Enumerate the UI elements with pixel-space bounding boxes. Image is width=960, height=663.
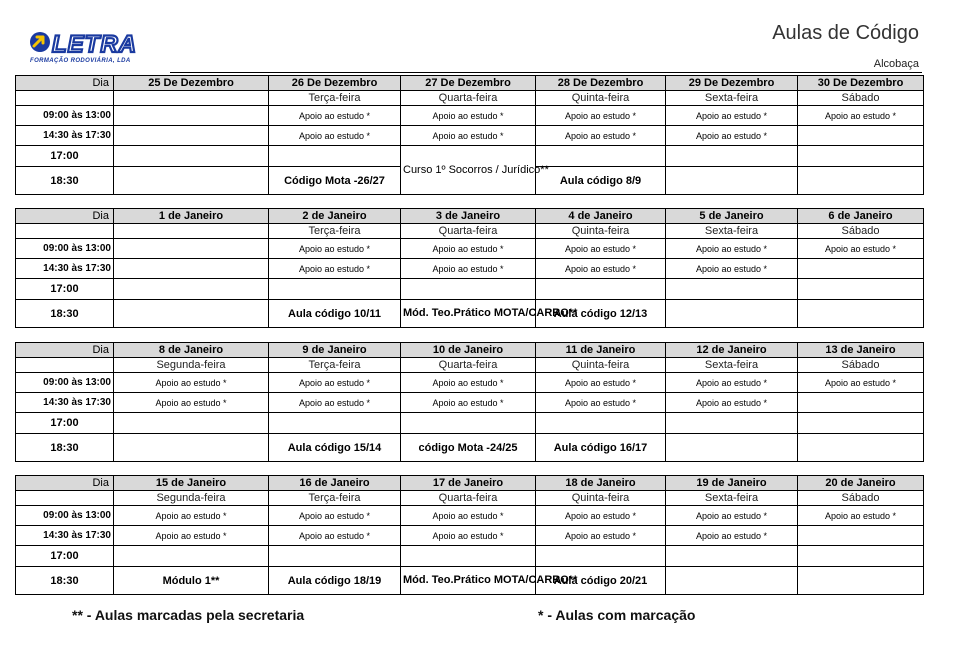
time-slot-label: 14:30 às 17:30	[16, 526, 114, 546]
schedule-cell	[798, 167, 924, 195]
schedule-cell	[114, 546, 269, 567]
time-slot-label: 09:00 às 13:00	[16, 239, 114, 259]
schedule-cell: Apoio ao estudo *	[269, 239, 401, 259]
weekday-label: Quarta-feira	[401, 224, 536, 239]
date-header: 1 de Janeiro	[114, 209, 269, 224]
dia-header: Dia	[16, 476, 114, 491]
schedule-cell: Apoio ao estudo *	[536, 106, 666, 126]
schedule-cell	[666, 146, 798, 167]
schedule-cell: Apoio ao estudo *	[401, 239, 536, 259]
schedule-cell	[114, 126, 269, 146]
schedule-cell: Apoio ao estudo *	[536, 126, 666, 146]
weekday-label	[114, 224, 269, 239]
schedule-cell	[798, 413, 924, 434]
weekday-label: Quarta-feira	[401, 91, 536, 106]
date-header: 28 De Dezembro	[536, 76, 666, 91]
date-header: 16 de Janeiro	[269, 476, 401, 491]
merged-course-cell: Curso 1º Socorros / Jurídico**	[401, 146, 536, 195]
schedule-cell	[666, 279, 798, 300]
time-slot-label: 18:30	[16, 567, 114, 595]
schedule-cell: Apoio ao estudo *	[666, 259, 798, 279]
schedule-cell: Apoio ao estudo *	[536, 239, 666, 259]
schedule-cell: Apoio ao estudo *	[269, 126, 401, 146]
weekday-label: Quinta-feira	[536, 358, 666, 373]
time-slot-label: 17:00	[16, 279, 114, 300]
schedule-cell	[269, 546, 401, 567]
weekday-label: Terça-feira	[269, 224, 401, 239]
schedule-cell: Mód. Teo.Prático MOTA/CARRO**	[401, 567, 536, 595]
schedule-cell: Módulo 1**	[114, 567, 269, 595]
date-header: 19 de Janeiro	[666, 476, 798, 491]
date-header: 20 de Janeiro	[798, 476, 924, 491]
weekday-spacer	[16, 358, 114, 373]
time-slot-label: 14:30 às 17:30	[16, 393, 114, 413]
schedule-cell: Apoio ao estudo *	[666, 506, 798, 526]
weekday-label: Quinta-feira	[536, 224, 666, 239]
schedule-cell: Apoio ao estudo *	[401, 126, 536, 146]
page-title: Aulas de Código	[772, 22, 919, 44]
schedule-cell: Aula código 18/19	[269, 567, 401, 595]
schedule-cell: Apoio ao estudo *	[269, 106, 401, 126]
weekday-label: Sexta-feira	[666, 91, 798, 106]
weekday-spacer	[16, 224, 114, 239]
schedule-cell	[798, 259, 924, 279]
schedule-cell	[798, 126, 924, 146]
schedule-cell	[401, 279, 536, 300]
schedule-cell: Mód. Teo.Prático MOTA/CARRO**	[401, 300, 536, 328]
date-header: 15 de Janeiro	[114, 476, 269, 491]
schedule-cell	[401, 413, 536, 434]
weekday-label: Sábado	[798, 358, 924, 373]
schedule-cell	[114, 239, 269, 259]
date-header: 5 de Janeiro	[666, 209, 798, 224]
date-header: 4 de Janeiro	[536, 209, 666, 224]
schedule-cell: Apoio ao estudo *	[269, 526, 401, 546]
date-header: 3 de Janeiro	[401, 209, 536, 224]
dia-header: Dia	[16, 209, 114, 224]
weekday-label: Segunda-feira	[114, 491, 269, 506]
date-header: 18 de Janeiro	[536, 476, 666, 491]
schedule-cell: Apoio ao estudo *	[401, 106, 536, 126]
schedule-cell	[798, 526, 924, 546]
schedule-cell: Apoio ao estudo *	[114, 506, 269, 526]
schedule-cell	[114, 413, 269, 434]
schedule-cell: Apoio ao estudo *	[401, 506, 536, 526]
schedule-cell: Apoio ao estudo *	[666, 393, 798, 413]
schedule-cell	[114, 259, 269, 279]
logo-wordmark: LETRA	[52, 31, 137, 58]
time-slot-label: 09:00 às 13:00	[16, 106, 114, 126]
schedule-cell	[269, 413, 401, 434]
time-slot-label: 17:00	[16, 546, 114, 567]
schedule-cell: Apoio ao estudo *	[798, 239, 924, 259]
schedule-cell: Apoio ao estudo *	[114, 373, 269, 393]
schedule-cell	[798, 146, 924, 167]
schedule-cell	[666, 300, 798, 328]
schedule-cell: Apoio ao estudo *	[536, 506, 666, 526]
schedule-cell	[798, 300, 924, 328]
schedule-cell: Aula código 10/11	[269, 300, 401, 328]
schedule-cell	[666, 167, 798, 195]
time-slot-label: 09:00 às 13:00	[16, 506, 114, 526]
schedule-cell	[536, 279, 666, 300]
schedule-cell	[536, 146, 666, 167]
schedule-cell: Apoio ao estudo *	[536, 393, 666, 413]
schedule-cell: Código Mota -26/27	[269, 167, 401, 195]
schedule-cell	[536, 546, 666, 567]
date-header: 30 De Dezembro	[798, 76, 924, 91]
schedule-cell: Apoio ao estudo *	[401, 393, 536, 413]
week-table	[15, 208, 924, 328]
weekday-label: Sábado	[798, 91, 924, 106]
date-header: 2 de Janeiro	[269, 209, 401, 224]
schedule-cell: Aula código 20/21	[536, 567, 666, 595]
date-header: 6 de Janeiro	[798, 209, 924, 224]
schedule-cell: Apoio ao estudo *	[114, 393, 269, 413]
weekday-label: Quarta-feira	[401, 491, 536, 506]
schedule-cell: Apoio ao estudo *	[798, 106, 924, 126]
dia-header: Dia	[16, 76, 114, 91]
time-slot-label: 18:30	[16, 300, 114, 328]
schedule-cell	[114, 167, 269, 195]
schedule-cell: Apoio ao estudo *	[114, 526, 269, 546]
schedule-cell	[666, 567, 798, 595]
schedule-cell	[269, 146, 401, 167]
date-header: 29 De Dezembro	[666, 76, 798, 91]
week-table	[15, 342, 924, 462]
schedule-cell: Apoio ao estudo *	[666, 106, 798, 126]
location-label: Alcobaça	[873, 58, 919, 70]
schedule-cell	[798, 546, 924, 567]
week-table	[15, 75, 924, 195]
weekday-label: Terça-feira	[269, 491, 401, 506]
schedule-cell	[114, 279, 269, 300]
logo-subtext: FORMAÇÃO RODOVIÁRIA, LDA	[30, 58, 131, 64]
week-table	[15, 475, 924, 595]
schedule-cell: Apoio ao estudo *	[666, 373, 798, 393]
schedule-cell	[536, 413, 666, 434]
time-slot-label: 17:00	[16, 146, 114, 167]
weekday-label: Terça-feira	[269, 91, 401, 106]
schedule-cell: Aula código 15/14	[269, 434, 401, 462]
date-header: 25 De Dezembro	[114, 76, 269, 91]
schedule-cell	[798, 279, 924, 300]
schedule-cell: Apoio ao estudo *	[666, 239, 798, 259]
schedule-cell	[666, 434, 798, 462]
schedule-cell	[798, 434, 924, 462]
schedule-cell	[666, 546, 798, 567]
time-slot-label: 17:00	[16, 413, 114, 434]
schedule-cell: Apoio ao estudo *	[269, 259, 401, 279]
schedule-cell: código Mota -24/25	[401, 434, 536, 462]
header-rule	[170, 72, 922, 73]
schedule-cell	[114, 434, 269, 462]
date-header: 27 De Dezembro	[401, 76, 536, 91]
weekday-label	[114, 91, 269, 106]
time-slot-label: 18:30	[16, 434, 114, 462]
schedule-cell: Apoio ao estudo *	[666, 526, 798, 546]
schedule-cell	[798, 393, 924, 413]
letra-logo	[28, 30, 158, 72]
schedule-cell: Apoio ao estudo *	[798, 506, 924, 526]
weekday-label: Terça-feira	[269, 358, 401, 373]
date-header: 26 De Dezembro	[269, 76, 401, 91]
footer-note-secretaria: ** - Aulas marcadas pela secretaria	[72, 607, 305, 623]
schedule-cell: Apoio ao estudo *	[536, 373, 666, 393]
weekday-label: Sexta-feira	[666, 224, 798, 239]
schedule-cell: Apoio ao estudo *	[401, 526, 536, 546]
date-header: 13 de Janeiro	[798, 343, 924, 358]
schedule-cell	[401, 546, 536, 567]
schedule-cell: Aula código 8/9	[536, 167, 666, 195]
weekday-spacer	[16, 491, 114, 506]
schedule-cell: Apoio ao estudo *	[401, 259, 536, 279]
weekday-label: Quinta-feira	[536, 91, 666, 106]
schedule-cell: Apoio ao estudo *	[536, 526, 666, 546]
weekday-label: Sexta-feira	[666, 358, 798, 373]
schedule-cell	[114, 146, 269, 167]
schedule-cell: Aula código 12/13	[536, 300, 666, 328]
weekday-label: Sábado	[798, 224, 924, 239]
date-header: 11 de Janeiro	[536, 343, 666, 358]
weekday-spacer	[16, 91, 114, 106]
weekday-label: Segunda-feira	[114, 358, 269, 373]
schedule-cell: Apoio ao estudo *	[798, 373, 924, 393]
schedule-cell: Apoio ao estudo *	[401, 373, 536, 393]
schedule-cell: Apoio ao estudo *	[666, 126, 798, 146]
weekday-label: Quarta-feira	[401, 358, 536, 373]
date-header: 17 de Janeiro	[401, 476, 536, 491]
schedule-cell	[666, 413, 798, 434]
date-header: 12 de Janeiro	[666, 343, 798, 358]
schedule-cell	[798, 567, 924, 595]
time-slot-label: 18:30	[16, 167, 114, 195]
weekday-label: Sábado	[798, 491, 924, 506]
schedule-cell	[114, 106, 269, 126]
schedule-cell	[269, 279, 401, 300]
schedule-cell: Aula código 16/17	[536, 434, 666, 462]
date-header: 10 de Janeiro	[401, 343, 536, 358]
time-slot-label: 14:30 às 17:30	[16, 259, 114, 279]
time-slot-label: 14:30 às 17:30	[16, 126, 114, 146]
dia-header: Dia	[16, 343, 114, 358]
date-header: 8 de Janeiro	[114, 343, 269, 358]
weekday-label: Sexta-feira	[666, 491, 798, 506]
schedule-cell: Apoio ao estudo *	[536, 259, 666, 279]
footer-note-marcacao: * - Aulas com marcação	[538, 607, 696, 623]
schedule-cell: Apoio ao estudo *	[269, 506, 401, 526]
schedule-cell	[114, 300, 269, 328]
date-header: 9 de Janeiro	[269, 343, 401, 358]
schedule-cell: Apoio ao estudo *	[269, 393, 401, 413]
schedule-cell: Apoio ao estudo *	[269, 373, 401, 393]
time-slot-label: 09:00 às 13:00	[16, 373, 114, 393]
weekday-label: Quinta-feira	[536, 491, 666, 506]
